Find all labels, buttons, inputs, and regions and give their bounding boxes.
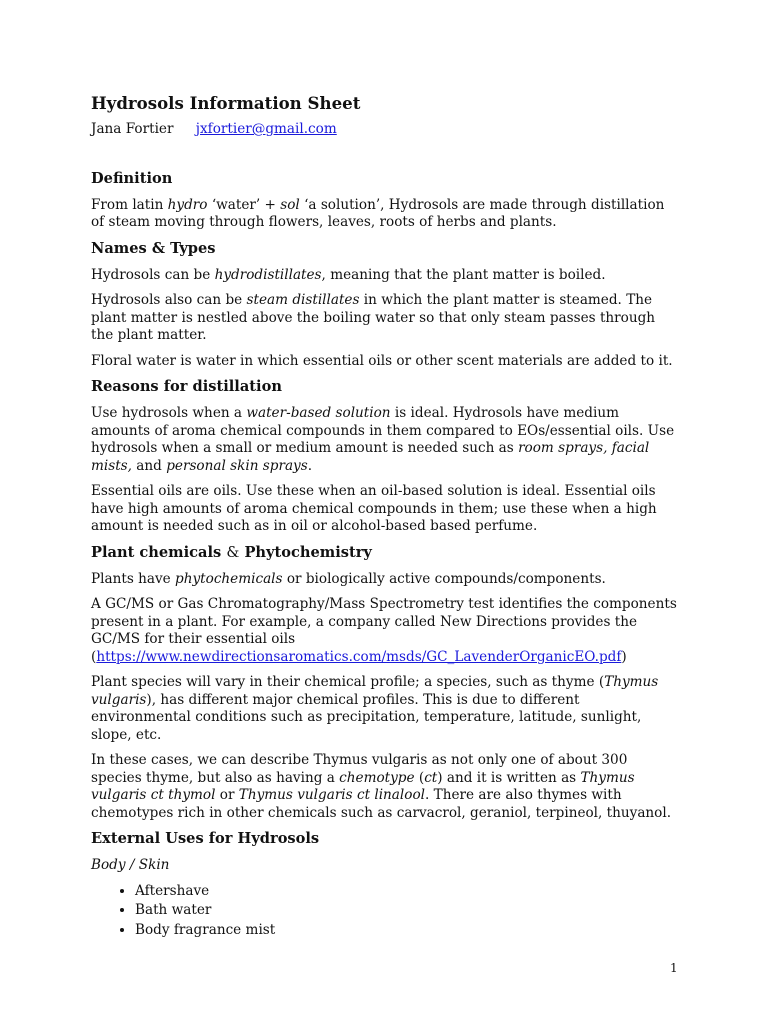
gcms-link[interactable]: https://www.newdirectionsaromatics.com/msds/GC_LavenderOrganicEO.pdf (96, 648, 622, 665)
list-item: • Body fragrance mist (135, 922, 681, 940)
author-line (91, 121, 681, 139)
document-page (91, 93, 681, 941)
reasons-heading: Reasons for distillation (91, 378, 282, 395)
names-types-paragraph-2: Hydrosols also can be steam distillates in which the plant matter is steamed. The plant matter is nestled above the boiling water so that only steam passes through the plant matter. (91, 292, 656, 343)
plant-chemicals-paragraph-1: Plants have phytochemicals or biologically active compounds/components. (91, 570, 606, 587)
external-uses-heading: External Uses for Hydrosols (91, 830, 320, 847)
plant-chemicals-paragraph-3: Plant species will vary in their chemical profile; a species, such as thyme (Thymus vulgaris), has different major chemical profiles. This is due to different environmental conditions such as precipitation, temperature, latitude, sunlight, slope, etc. (91, 674, 659, 743)
plant-chemicals-paragraph-4: In these cases, we can describe Thymus vulgaris as not only one of about 300 species thyme, but also as having a chemotype (ct) and it is written as Thymus vulgaris ct thymol or Thymus vulgaris ct linalool. There are also thymes with chemotypes rich in other chemicals such as carvacrol, geraniol, terpineol, thuyanol. (91, 752, 672, 821)
list-item: • Bath water (135, 902, 681, 920)
document-title: Hydrosols Information Sheet (91, 93, 361, 113)
names-types-heading: Names & Types (91, 239, 216, 257)
page-number: 1 (670, 961, 678, 975)
plant-chemicals-heading: Plant chemicals & Phytochemistry (91, 543, 372, 561)
definition-paragraph: From latin hydro ‘water’ + sol ‘a solution’, Hydrosols are made through distillation of steam moving through flowers, leaves, roots of herbs and plants. (91, 196, 665, 230)
names-types-paragraph-3: Floral water is water in which essential oils or other scent materials are added to it. (91, 352, 673, 369)
body-skin-list (91, 883, 681, 940)
author-email-link[interactable]: jxfortier@gmail.com (195, 121, 337, 137)
body-skin-subheading: Body / Skin (91, 857, 170, 873)
reasons-paragraph-1: Use hydrosols when a water-based solution is ideal. Hydrosols have medium amounts of aroma chemical compounds in them compared to EOs/essential oils. Use hydrosols when a small or medium amount is needed such as room sprays, facial mists, and personal skin sprays. (91, 405, 675, 474)
definition-heading: Definition (91, 169, 173, 187)
names-types-paragraph-1: Hydrosols can be hydrodistillates, meaning that the plant matter is boiled. (91, 266, 606, 283)
plant-chemicals-paragraph-2: A GC/MS or Gas Chromatography/Mass Spectrometry test identifies the components present in a plant. For example, a company called New Directions provides the GC/MS for their essential oils (https://www.newdirectionsaromatics.com/msds/GC_LavenderOrganicEO.pdf) (91, 596, 677, 665)
author-name: Jana Fortier (91, 121, 174, 137)
list-item: • Aftershave (135, 883, 681, 901)
reasons-paragraph-2: Essential oils are oils. Use these when an oil-based solution is ideal. Essential oils have high amounts of aroma chemical compounds in them; use these when a high amount is needed such as in oil or alcohol-based based perfume. (91, 483, 657, 534)
